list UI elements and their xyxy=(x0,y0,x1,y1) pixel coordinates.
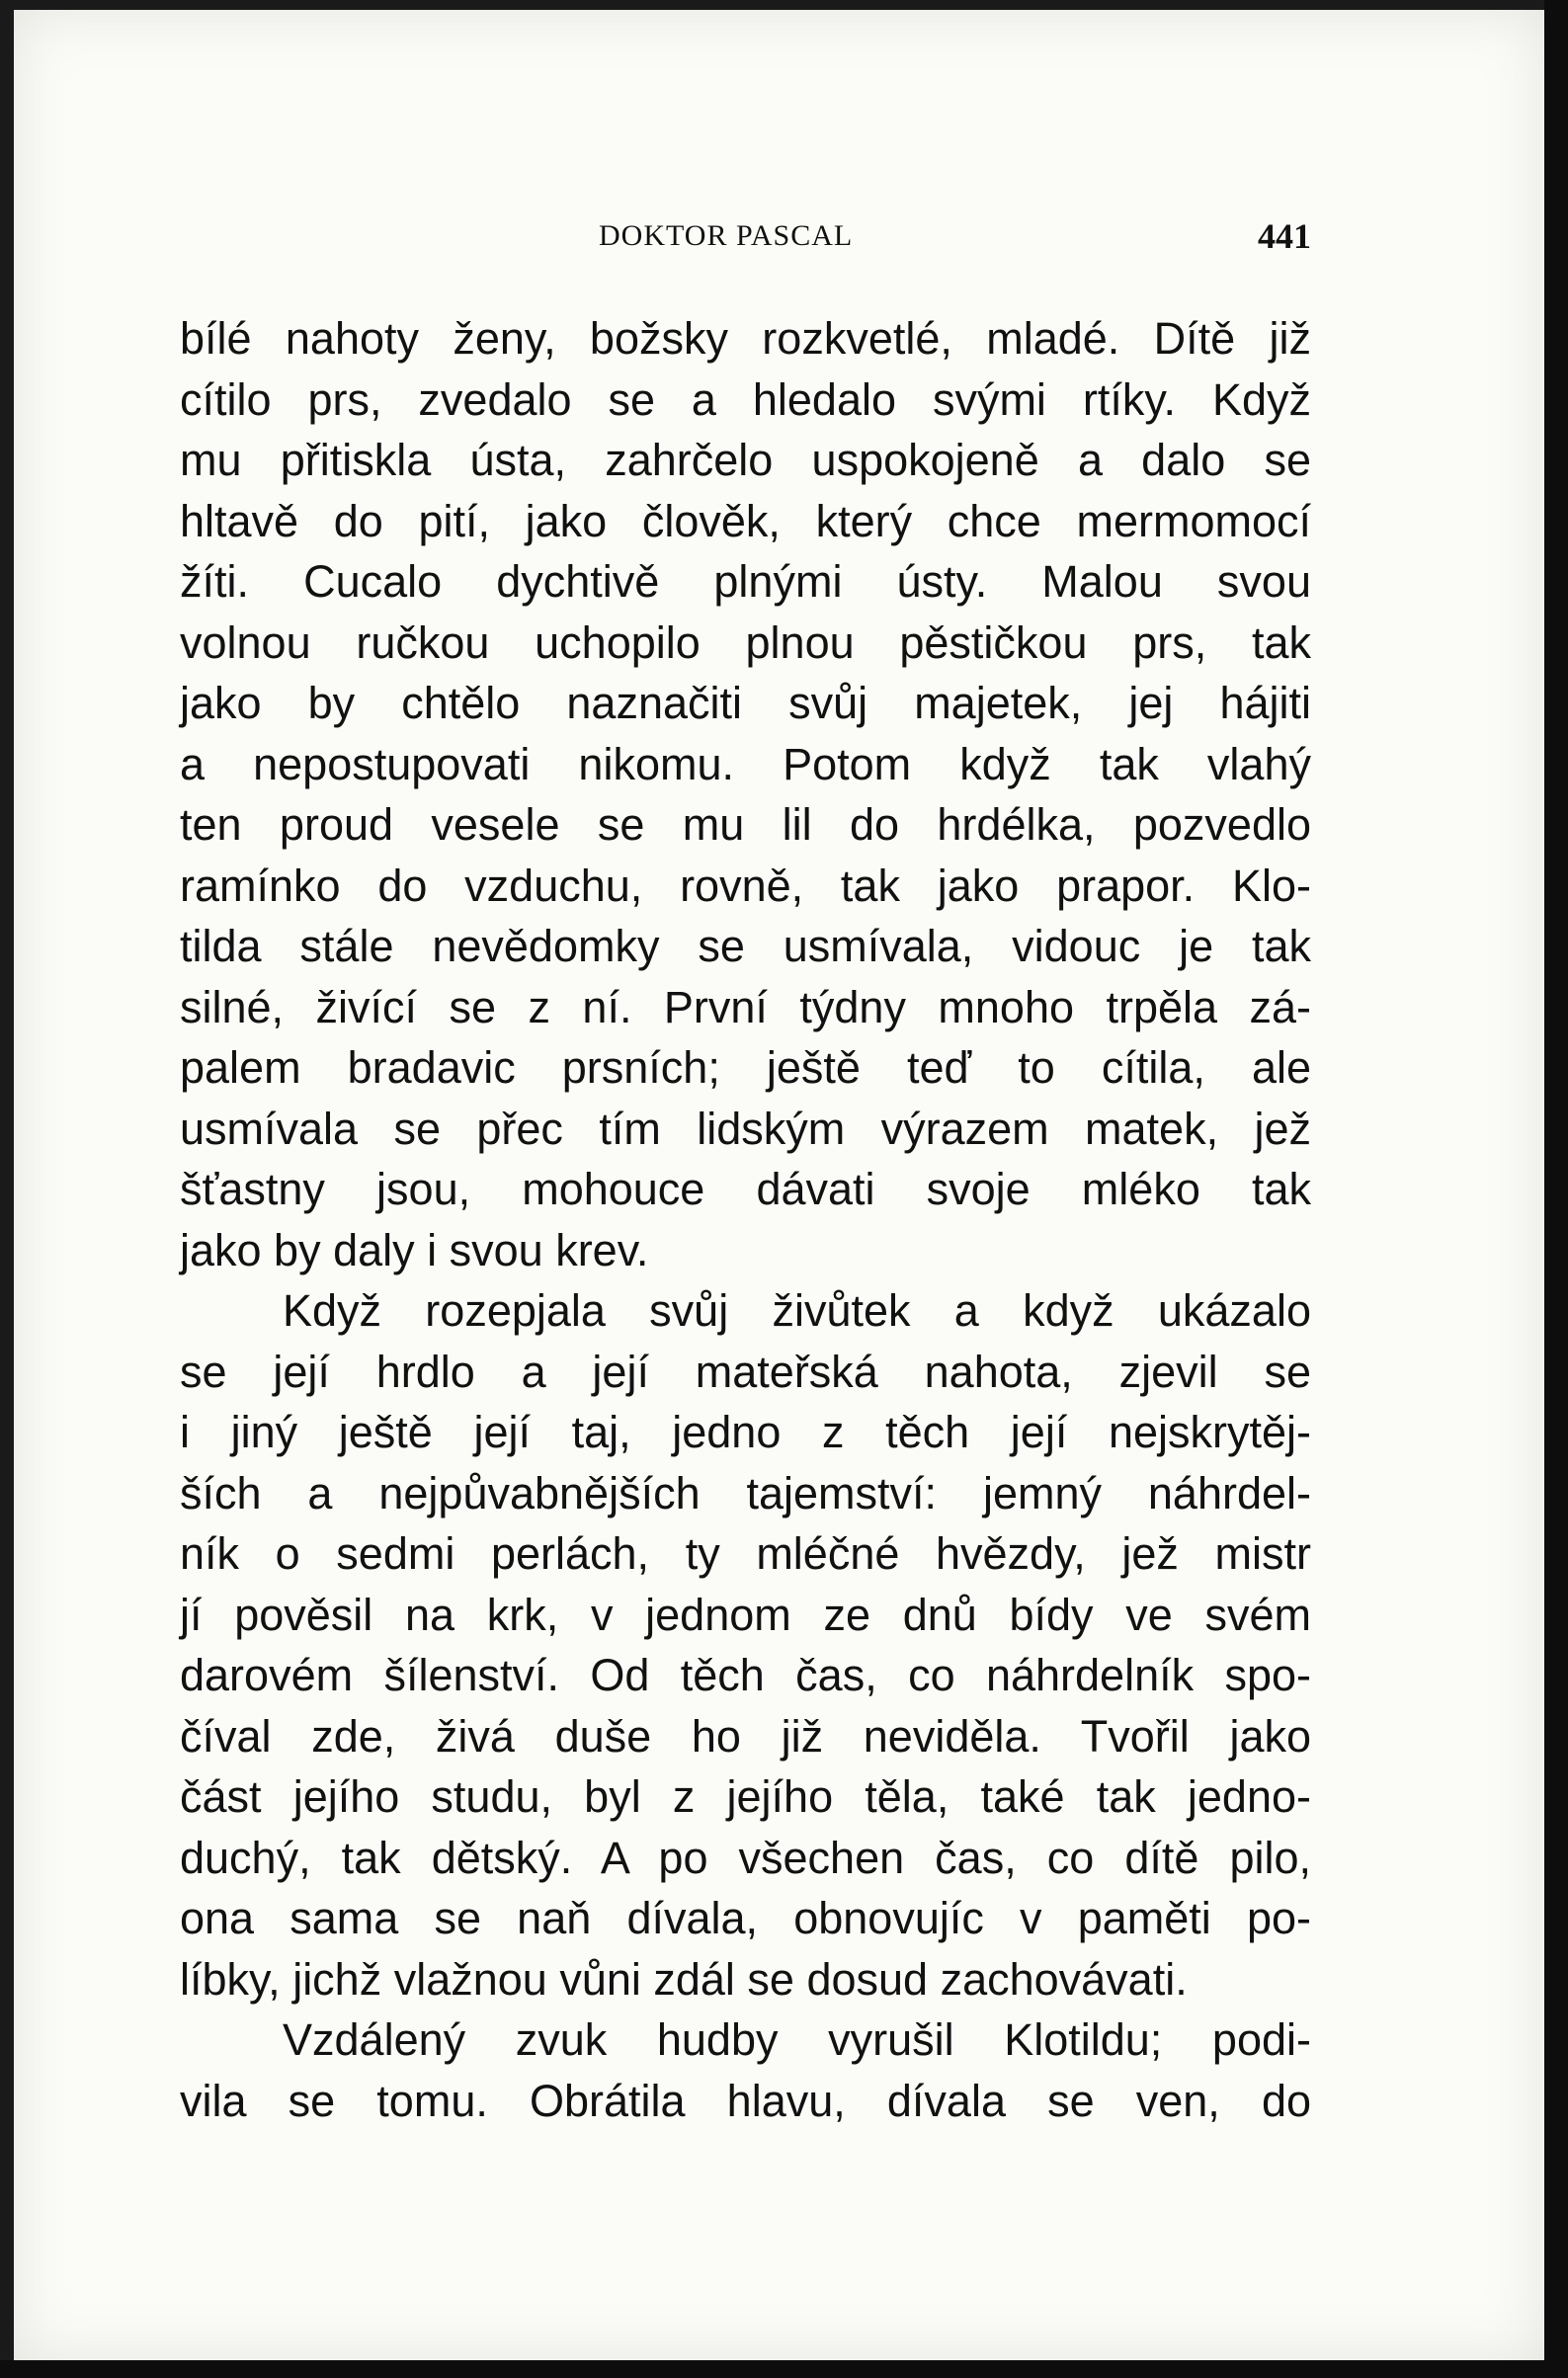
running-title: DOKTOR PASCAL xyxy=(599,219,854,252)
text-line: palem bradavic prsních; ještě teď to cítila, ale xyxy=(180,1042,1311,1093)
text-line: cítilo prs, zvedalo se a hledalo svými rtíky. Když xyxy=(180,373,1311,425)
scan-edge-right xyxy=(1544,0,1568,2378)
text-line: číval zde, živá duše ho již neviděla. Tvořil jako xyxy=(180,1710,1311,1762)
text-line: darovém šílenství. Od těch čas, co náhrdelník spo- xyxy=(180,1650,1311,1700)
text-line: líbky, jichž vlažnou vůni zdál se dosud zachovávati. xyxy=(180,1953,1188,2005)
text-line: část jejího studu, byl z jejího těla, také tak jedno- xyxy=(180,1771,1311,1822)
text-line: silné, živící se z ní. První týdny mnoho trpěla zá- xyxy=(180,981,1311,1032)
text-line: ník o sedmi perlách, ty mléčné hvězdy, jež mistr xyxy=(180,1528,1311,1579)
page-header xyxy=(180,215,1311,265)
text-line: hltavě do pití, jako člověk, který chce mermomocí xyxy=(180,495,1311,546)
text-line: i jiný ještě její taj, jedno z těch její nejskrytěj- xyxy=(180,1407,1311,1457)
paragraph-3 xyxy=(180,2009,1311,2131)
text-line: ten proud vesele se mu lil do hrdélka, pozvedlo xyxy=(180,799,1311,850)
paragraph-2 xyxy=(180,1280,1311,2009)
text-line: jako by chtělo naznačiti svůj majetek, jej hájiti xyxy=(180,678,1311,728)
scan-edge-bottom xyxy=(0,2360,1568,2378)
text-line: žíti. Cucalo dychtivě plnými ústy. Malou svou xyxy=(180,556,1311,607)
text-line: bílé nahoty ženy, božsky rozkvetlé, mladé. Dítě již xyxy=(180,313,1311,364)
text-line: Když rozepjala svůj živůtek a když ukázalo xyxy=(283,1285,1311,1336)
page-number: 441 xyxy=(1258,216,1311,256)
text-line: ona sama se naň dívala, obnovujíc v paměti po- xyxy=(180,1893,1311,1943)
text-line: a nepostupovati nikomu. Potom když tak vlahý xyxy=(180,738,1311,789)
paragraph-1 xyxy=(180,308,1311,1280)
text-line: šťastny jsou, mohouce dávati svoje mléko tak xyxy=(180,1164,1311,1214)
text-line: tilda stále nevědomky se usmívala, vidouc je tak xyxy=(180,921,1311,971)
text-line: Vzdálený zvuk hudby vyrušil Klotildu; podi- xyxy=(283,2014,1311,2065)
text-line: jí pověsil na krk, v jednom ze dnů bídy ve svém xyxy=(180,1589,1311,1640)
text-line: ramínko do vzduchu, rovně, tak jako prapor. Klo- xyxy=(180,860,1311,911)
text-line: duchý, tak dětský. A po všechen čas, co dítě pilo, xyxy=(180,1832,1311,1883)
text-line: volnou ručkou uchopilo plnou pěstičkou prs, tak xyxy=(180,616,1311,668)
text-line: jako by daly i svou krev. xyxy=(180,1224,649,1275)
text-line: ších a nejpůvabnějších tajemství: jemný náhrdel- xyxy=(180,1467,1311,1518)
text-line: usmívala se přec tím lidským výrazem matek, jež xyxy=(180,1103,1311,1154)
text-line: mu přitiskla ústa, zahrčelo uspokojeně a dalo se xyxy=(180,435,1311,485)
body-text xyxy=(180,308,1311,2131)
text-line: vila se tomu. Obrátila hlavu, dívala se ven, do xyxy=(180,2075,1311,2126)
text-line: se její hrdlo a její mateřská nahota, zjevil se xyxy=(180,1346,1311,1397)
